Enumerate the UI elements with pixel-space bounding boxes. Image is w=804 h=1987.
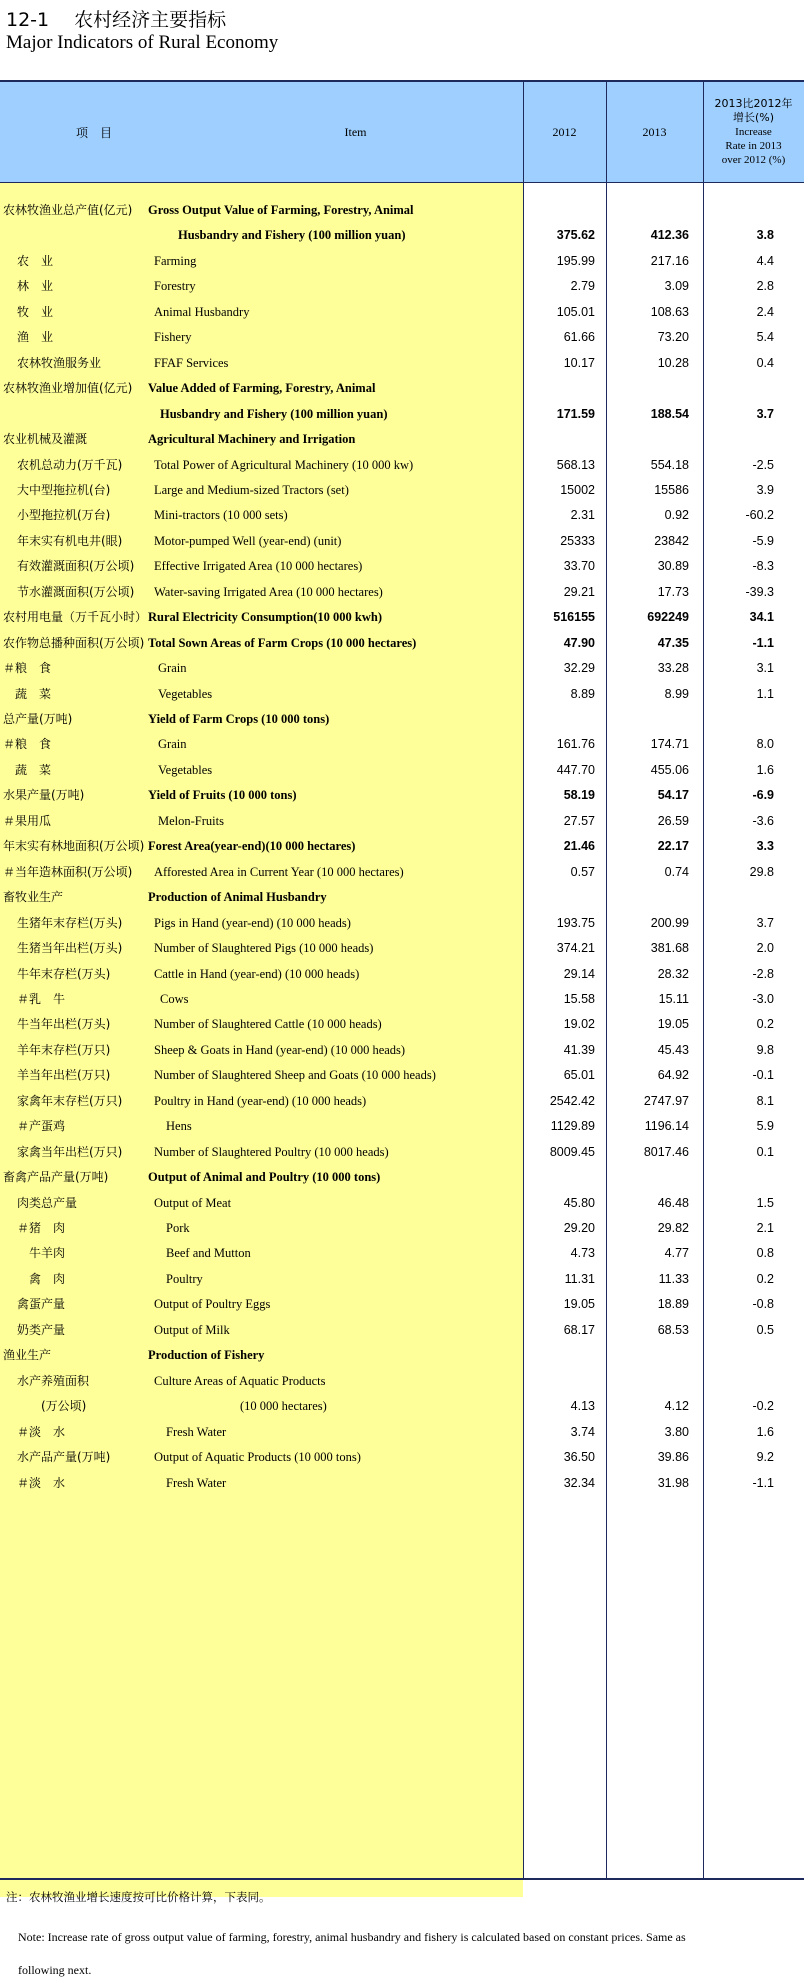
row-label-en: Agricultural Machinery and Irrigation bbox=[148, 432, 356, 447]
row-label-en: Culture Areas of Aquatic Products bbox=[154, 1373, 326, 1388]
value-2012: 8.89 bbox=[570, 686, 595, 701]
value-growth: -3.6 bbox=[752, 813, 774, 828]
row-label-cn: 大中型拖拉机(台) bbox=[17, 482, 111, 497]
value-growth: -2.5 bbox=[752, 457, 774, 472]
value-2013: 4.12 bbox=[664, 1399, 689, 1414]
value-2012: 171.59 bbox=[556, 406, 595, 421]
value-2013: 8017.46 bbox=[643, 1144, 689, 1159]
value-2013: 2747.97 bbox=[643, 1093, 689, 1108]
row-label-cn: ＃粮 食 bbox=[3, 737, 52, 752]
value-2012: 568.13 bbox=[556, 457, 595, 472]
value-2012: 27.57 bbox=[563, 813, 595, 828]
value-2013: 108.63 bbox=[650, 304, 689, 319]
row-label-cn: 畜禽产品产量(万吨) bbox=[3, 1170, 109, 1185]
value-growth: -0.8 bbox=[752, 1297, 774, 1312]
value-2012: 32.34 bbox=[563, 1475, 595, 1490]
value-growth: 3.1 bbox=[756, 661, 774, 676]
value-2012: 8009.45 bbox=[549, 1144, 595, 1159]
value-growth: 1.6 bbox=[756, 762, 774, 777]
value-growth: 3.7 bbox=[756, 406, 774, 421]
row-label-cn: 农作物总播种面积(万公顷) bbox=[3, 635, 145, 650]
value-2013: 174.71 bbox=[650, 737, 689, 752]
row-label-en: Total Sown Areas of Farm Crops (10 000 hectares) bbox=[148, 635, 417, 650]
value-2012: 33.70 bbox=[563, 559, 595, 574]
row-label-cn: ＃果用瓜 bbox=[3, 813, 52, 828]
value-growth: -1.1 bbox=[752, 635, 774, 650]
value-2013: 45.43 bbox=[657, 1042, 689, 1057]
row-label-en: Grain bbox=[158, 737, 187, 752]
table-header bbox=[0, 82, 804, 182]
row-label-en: Mini-tractors (10 000 sets) bbox=[154, 508, 288, 523]
value-growth: 3.8 bbox=[756, 228, 774, 243]
row-label-en: Output of Animal and Poultry (10 000 tons) bbox=[148, 1170, 381, 1185]
row-label-en: Pigs in Hand (year-end) (10 000 heads) bbox=[154, 915, 351, 930]
value-2013: 18.89 bbox=[657, 1297, 689, 1312]
value-2012: 58.19 bbox=[563, 788, 595, 803]
value-2012: 19.02 bbox=[563, 1017, 595, 1032]
row-label-en: Output of Milk bbox=[154, 1322, 230, 1337]
value-2012: 25333 bbox=[560, 533, 595, 548]
value-growth: 34.1 bbox=[749, 610, 774, 625]
value-2012: 447.70 bbox=[556, 762, 595, 777]
row-label-cn: 农机总动力(万千瓦) bbox=[17, 457, 123, 472]
row-label-en: Output of Meat bbox=[154, 1195, 232, 1210]
note-en-line2: following next. bbox=[18, 1963, 92, 1977]
row-label-en: Husbandry and Fishery (100 million yuan) bbox=[178, 228, 406, 243]
row-label-cn: 农村用电量（万千瓦小时） bbox=[3, 610, 148, 625]
row-label-cn: 牛当年出栏(万头) bbox=[17, 1017, 111, 1032]
value-growth: -3.0 bbox=[752, 991, 774, 1006]
row-label-en: Yield of Fruits (10 000 tons) bbox=[148, 788, 297, 803]
row-label-en: Cows bbox=[160, 991, 189, 1006]
value-2012: 1129.89 bbox=[550, 1119, 595, 1134]
value-2013: 39.86 bbox=[657, 1450, 689, 1465]
value-2013: 3.80 bbox=[664, 1424, 689, 1439]
row-label-cn: 肉类总产量 bbox=[17, 1195, 78, 1210]
value-2012: 193.75 bbox=[556, 915, 595, 930]
value-2013: 0.92 bbox=[664, 508, 689, 523]
row-label-cn: ＃粮 食 bbox=[3, 661, 52, 676]
value-2013: 23842 bbox=[654, 533, 689, 548]
row-label-cn: 禽 肉 bbox=[17, 1271, 66, 1286]
indicator-table bbox=[0, 82, 804, 1879]
value-2012: 11.31 bbox=[564, 1271, 595, 1286]
value-2013: 15586 bbox=[654, 482, 689, 497]
value-growth: -8.3 bbox=[752, 559, 774, 574]
value-growth: 9.8 bbox=[756, 1042, 774, 1057]
value-2012: 29.20 bbox=[563, 1221, 595, 1235]
value-2013: 22.17 bbox=[657, 839, 689, 854]
row-label-cn: 节水灌溉面积(万公顷) bbox=[17, 584, 135, 599]
value-growth: -1.1 bbox=[752, 1475, 774, 1490]
row-label-en: Fishery bbox=[154, 330, 192, 345]
row-label-cn: 小型拖拉机(万台) bbox=[17, 508, 111, 523]
row-label-cn: 羊当年出栏(万只) bbox=[17, 1068, 111, 1083]
note-en-line1: Note: Increase rate of gross output value of farming, forestry, animal husbandry and fishery is calculated based on constant prices. Same as bbox=[18, 1930, 686, 1944]
row-label-cn: 总产量(万吨) bbox=[3, 712, 73, 726]
value-2012: 2.79 bbox=[570, 279, 595, 294]
value-2013: 17.73 bbox=[657, 584, 689, 599]
row-label-en: Production of Fishery bbox=[148, 1348, 265, 1363]
row-label-en: Number of Slaughtered Poultry (10 000 heads) bbox=[154, 1144, 389, 1159]
row-label-cn: 农林牧渔业总产值(亿元) bbox=[3, 203, 133, 217]
row-label-cn: 林 业 bbox=[17, 279, 54, 294]
value-2013: 381.68 bbox=[650, 941, 689, 956]
row-label-en: Pork bbox=[166, 1221, 190, 1235]
value-2013: 68.53 bbox=[657, 1322, 689, 1337]
row-label-cn: 有效灌溉面积(万公顷) bbox=[17, 559, 135, 574]
value-growth: -6.9 bbox=[752, 788, 774, 803]
value-2012: 15.58 bbox=[563, 991, 595, 1006]
value-growth: -60.2 bbox=[745, 508, 774, 523]
value-2012: 61.66 bbox=[563, 330, 595, 345]
row-label-cn: 羊年末存栏(万只) bbox=[17, 1042, 111, 1057]
header-growth-line: 增长(%) bbox=[732, 111, 775, 124]
row-label-en: Fresh Water bbox=[166, 1475, 227, 1490]
row-label-en: Motor-pumped Well (year-end) (unit) bbox=[154, 533, 342, 548]
value-2013: 554.18 bbox=[650, 457, 689, 472]
row-label-en: Forestry bbox=[154, 279, 196, 294]
value-2012: 19.05 bbox=[563, 1297, 595, 1312]
value-growth: -0.2 bbox=[752, 1399, 774, 1414]
row-label-cn: 水产品产量(万吨) bbox=[17, 1450, 111, 1465]
row-label-en: Effective Irrigated Area (10 000 hectares) bbox=[154, 559, 363, 574]
header-growth-line: 2013比2012年 bbox=[714, 97, 793, 110]
row-label-cn: 渔 业 bbox=[17, 330, 54, 345]
value-2013: 4.77 bbox=[664, 1246, 689, 1261]
value-2012: 65.01 bbox=[563, 1068, 595, 1083]
value-growth: 2.4 bbox=[756, 304, 774, 319]
row-label-cn: 农 业 bbox=[17, 253, 54, 268]
value-2013: 1196.14 bbox=[644, 1119, 689, 1134]
row-label-en: Afforested Area in Current Year (10 000 hectares) bbox=[154, 864, 404, 879]
row-label-cn: ＃产蛋鸡 bbox=[17, 1119, 66, 1134]
row-label-en: Rural Electricity Consumption(10 000 kwh) bbox=[148, 610, 383, 625]
value-2013: 64.92 bbox=[657, 1068, 689, 1083]
value-2013: 0.74 bbox=[664, 864, 689, 879]
row-label-en: Total Power of Agricultural Machinery (10 000 kw) bbox=[154, 457, 414, 472]
value-2012: 516155 bbox=[553, 610, 595, 625]
value-2013: 19.05 bbox=[657, 1017, 689, 1032]
value-growth: -0.1 bbox=[752, 1068, 774, 1083]
row-label-en: Yield of Farm Crops (10 000 tons) bbox=[148, 712, 330, 726]
value-2013: 11.33 bbox=[658, 1271, 689, 1286]
value-2012: 29.21 bbox=[563, 584, 595, 599]
value-2012: 374.21 bbox=[556, 941, 595, 956]
row-label-cn: ＃乳 牛 bbox=[17, 991, 66, 1006]
header-growth-line: over 2012 (%) bbox=[721, 154, 786, 166]
header-item-cn: 项 目 bbox=[75, 125, 112, 140]
value-2013: 10.28 bbox=[657, 355, 689, 370]
value-2012: 32.29 bbox=[563, 661, 595, 676]
value-growth: 0.2 bbox=[756, 1271, 774, 1286]
row-label-en: Forest Area(year-end)(10 000 hectares) bbox=[148, 839, 356, 854]
value-growth: 1.5 bbox=[756, 1195, 774, 1210]
value-growth: -39.3 bbox=[745, 584, 774, 599]
value-growth: 3.9 bbox=[756, 482, 774, 497]
value-2013: 30.89 bbox=[657, 559, 689, 574]
row-label-cn: 生猪年末存栏(万头) bbox=[17, 915, 123, 930]
value-growth: 8.0 bbox=[756, 737, 774, 752]
row-label-en: Sheep & Goats in Hand (year-end) (10 000 heads) bbox=[154, 1042, 406, 1057]
row-label-cn: 禽蛋产量 bbox=[17, 1297, 66, 1312]
row-label-en: Hens bbox=[166, 1119, 192, 1134]
value-2012: 68.17 bbox=[563, 1322, 595, 1337]
value-2013: 3.09 bbox=[664, 279, 689, 294]
value-2013: 412.36 bbox=[650, 228, 689, 243]
row-label-cn: 农业机械及灌溉 bbox=[3, 432, 88, 447]
bottom-rule bbox=[0, 1878, 804, 1880]
value-growth: 1.1 bbox=[756, 686, 774, 701]
value-growth: 29.8 bbox=[749, 864, 774, 879]
row-label-en: Farming bbox=[154, 253, 197, 268]
table-title-cn: 12-1 农村经济主要指标 bbox=[6, 9, 227, 31]
value-growth: 5.4 bbox=[756, 330, 774, 345]
row-label-cn: 蔬 菜 bbox=[3, 686, 52, 701]
value-growth: 8.1 bbox=[756, 1093, 774, 1108]
value-2013: 54.17 bbox=[657, 788, 689, 803]
value-growth: 1.6 bbox=[756, 1424, 774, 1439]
value-growth: 9.2 bbox=[756, 1450, 774, 1465]
value-2013: 47.35 bbox=[657, 635, 689, 650]
row-label-cn: 水产养殖面积 bbox=[17, 1373, 90, 1388]
value-2013: 26.59 bbox=[657, 813, 689, 828]
value-growth: -5.9 bbox=[752, 533, 774, 548]
row-label-en: Poultry in Hand (year-end) (10 000 heads) bbox=[154, 1093, 367, 1108]
value-2013: 29.82 bbox=[657, 1221, 689, 1235]
row-label-en: Number of Slaughtered Sheep and Goats (10 000 heads) bbox=[154, 1068, 436, 1083]
row-label-cn: 农林牧渔业增加值(亿元) bbox=[3, 381, 133, 396]
value-growth: 2.8 bbox=[756, 279, 774, 294]
row-label-cn: 牛年末存栏(万头) bbox=[17, 966, 111, 981]
row-label-en: Production of Animal Husbandry bbox=[148, 890, 327, 905]
value-2012: 0.57 bbox=[570, 864, 595, 879]
value-2012: 10.17 bbox=[563, 355, 595, 370]
value-growth: 0.4 bbox=[756, 355, 774, 370]
row-label-cn: 年末实有林地面积(万公顷) bbox=[3, 839, 145, 854]
row-label-en: Husbandry and Fishery (100 million yuan) bbox=[160, 406, 388, 421]
row-label-en: Vegetables bbox=[158, 686, 213, 701]
value-growth: 0.5 bbox=[756, 1322, 774, 1337]
row-label-en: Melon-Fruits bbox=[158, 813, 224, 828]
value-2013: 31.98 bbox=[657, 1475, 689, 1490]
value-2012: 15002 bbox=[560, 482, 595, 497]
row-label-en: Poultry bbox=[166, 1271, 203, 1286]
value-2013: 455.06 bbox=[650, 762, 689, 777]
row-label-cn: 牧 业 bbox=[17, 304, 54, 319]
value-growth: 3.7 bbox=[756, 915, 774, 930]
row-label-cn: 生猪当年出栏(万头) bbox=[17, 941, 123, 956]
row-label-en: Water-saving Irrigated Area (10 000 hectares) bbox=[154, 584, 383, 599]
row-label-en: Output of Aquatic Products (10 000 tons) bbox=[154, 1450, 361, 1465]
table-row bbox=[0, 1467, 804, 1499]
value-2013: 8.99 bbox=[664, 686, 689, 701]
header-2013: 2013 bbox=[642, 124, 667, 139]
note-en bbox=[18, 1921, 794, 1987]
row-label-en: Large and Medium-sized Tractors (set) bbox=[154, 482, 349, 497]
row-label-en: Cattle in Hand (year-end) (10 000 heads) bbox=[154, 966, 360, 981]
value-growth: 0.1 bbox=[756, 1144, 774, 1159]
header-2012: 2012 bbox=[552, 124, 577, 139]
row-label-en: Animal Husbandry bbox=[154, 304, 250, 319]
header-growth-line: Rate in 2013 bbox=[725, 140, 782, 152]
note-cn: 注：农林牧渔业增长速度按可比价格计算，下表同。 bbox=[6, 1890, 271, 1904]
value-2012: 375.62 bbox=[556, 228, 595, 243]
row-label-cn: 年末实有机电井(眼) bbox=[17, 533, 123, 548]
value-growth: 2.0 bbox=[756, 941, 774, 956]
value-growth: 2.1 bbox=[756, 1221, 774, 1235]
row-label-en: FFAF Services bbox=[154, 355, 229, 370]
value-2013: 200.99 bbox=[650, 915, 689, 930]
row-label-cn: (万公顷) bbox=[17, 1399, 87, 1414]
header-growth-rate bbox=[703, 82, 804, 182]
value-2012: 195.99 bbox=[556, 253, 595, 268]
row-label-en: Output of Poultry Eggs bbox=[154, 1297, 271, 1312]
value-2012: 36.50 bbox=[563, 1450, 595, 1465]
row-label-cn: 农林牧渔服务业 bbox=[17, 355, 102, 370]
row-label-cn: 水果产量(万吨) bbox=[3, 788, 85, 803]
row-label-en: Beef and Mutton bbox=[166, 1246, 251, 1261]
value-2012: 4.13 bbox=[570, 1399, 595, 1414]
value-2012: 41.39 bbox=[563, 1042, 595, 1057]
value-2012: 29.14 bbox=[563, 966, 595, 981]
row-label-en: Number of Slaughtered Cattle (10 000 heads) bbox=[154, 1017, 382, 1032]
value-2013: 33.28 bbox=[657, 661, 689, 676]
row-label-cn: ＃当年造林面积(万公顷) bbox=[3, 864, 133, 879]
row-label-en: Value Added of Farming, Forestry, Animal bbox=[148, 381, 376, 396]
value-growth: 3.3 bbox=[756, 839, 774, 854]
row-label-en: Grain bbox=[158, 661, 187, 676]
row-label-cn: ＃淡 水 bbox=[17, 1424, 66, 1439]
row-label-cn: 家禽年末存栏(万只) bbox=[17, 1093, 123, 1108]
row-label-en: Number of Slaughtered Pigs (10 000 heads) bbox=[154, 941, 374, 956]
row-label-en: Fresh Water bbox=[166, 1424, 227, 1439]
value-2012: 3.74 bbox=[570, 1424, 595, 1439]
row-label-cn: 蔬 菜 bbox=[3, 762, 52, 777]
row-label-cn: 家禽当年出栏(万只) bbox=[17, 1144, 123, 1159]
value-2013: 46.48 bbox=[657, 1195, 689, 1210]
value-2013: 28.32 bbox=[657, 966, 689, 981]
value-2012: 105.01 bbox=[556, 304, 595, 319]
value-2012: 161.76 bbox=[556, 737, 595, 752]
row-label-en: Vegetables bbox=[158, 762, 213, 777]
value-2012: 2.31 bbox=[570, 508, 595, 523]
value-2013: 188.54 bbox=[650, 406, 689, 421]
row-label-cn: 畜牧业生产 bbox=[3, 890, 64, 905]
value-2012: 2542.42 bbox=[549, 1093, 595, 1108]
value-2013: 692249 bbox=[647, 610, 689, 625]
row-label-cn: 牛羊肉 bbox=[17, 1246, 66, 1261]
value-growth: 4.4 bbox=[756, 253, 774, 268]
value-2013: 15.11 bbox=[658, 991, 689, 1006]
row-label-cn: ＃猪 肉 bbox=[17, 1221, 66, 1235]
row-label-cn: 渔业生产 bbox=[3, 1348, 52, 1363]
value-2012: 4.73 bbox=[570, 1246, 595, 1261]
row-label-cn: 奶类产量 bbox=[17, 1322, 66, 1337]
value-2013: 73.20 bbox=[657, 330, 689, 345]
value-growth: -2.8 bbox=[752, 966, 774, 981]
row-label-cn: ＃淡 水 bbox=[17, 1475, 66, 1490]
value-growth: 5.9 bbox=[756, 1119, 774, 1134]
value-2012: 47.90 bbox=[563, 635, 595, 650]
value-growth: 0.2 bbox=[756, 1017, 774, 1032]
value-2012: 45.80 bbox=[563, 1195, 595, 1210]
value-2013: 217.16 bbox=[650, 253, 689, 268]
row-label-en: (10 000 hectares) bbox=[240, 1399, 327, 1414]
value-2012: 21.46 bbox=[563, 839, 595, 854]
header-growth-line: Increase bbox=[735, 126, 772, 138]
row-label-en: Gross Output Value of Farming, Forestry, Animal bbox=[148, 203, 414, 217]
header-item-en: Item bbox=[344, 124, 367, 139]
header-rule bbox=[0, 182, 804, 183]
value-growth: 0.8 bbox=[756, 1246, 774, 1261]
table-title-en: Major Indicators of Rural Economy bbox=[6, 32, 279, 53]
